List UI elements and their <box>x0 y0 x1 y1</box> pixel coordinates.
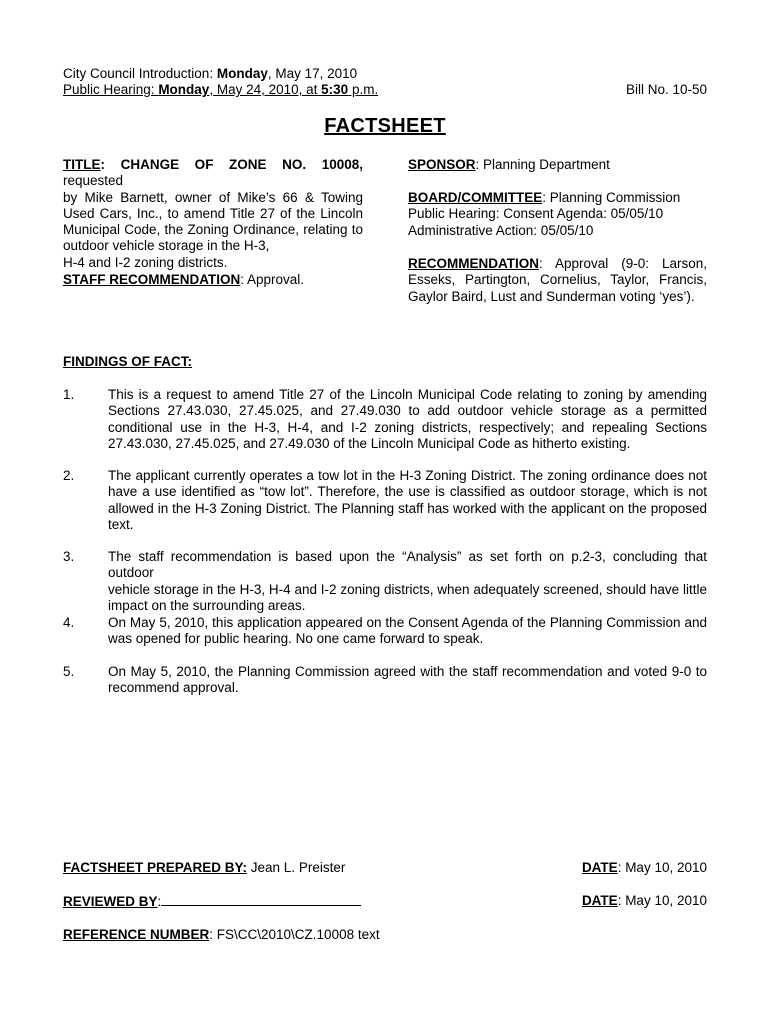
sponsor: SPONSOR: Planning Department <box>408 157 610 172</box>
board-committee: BOARD/COMMITTEE: Planning Commission Public Hearing: Consent Agenda: 05/05/10 Administrative Action: 05/05/10 <box>408 190 681 238</box>
page-title: FACTSHEET <box>324 115 446 137</box>
staff-recommendation: STAFF RECOMMENDATION: Approval. <box>63 272 305 287</box>
title-block: TITLE: CHANGE OF ZONE NO. 10008, requested by Mike Barnett, owner of Mike’s 66 & Towing Used Cars, Inc., to amend Title 27 of the Lincoln Municipal Code, the Zoning Ordinance, relating to outdoor vehicle storage in the H-3, H-4 and I-2 zoning districts. <box>63 157 364 270</box>
prepared-by: FACTSHEET PREPARED BY: Jean L. Preister <box>63 860 346 875</box>
date-prepared: DATE: May 10, 2010 <box>581 860 707 875</box>
council-introduction: City Council Introduction: Monday, May 17, 2010 <box>63 66 358 81</box>
date-reviewed: DATE: May 10, 2010 <box>581 893 707 908</box>
findings-heading: FINDINGS OF FACT: <box>63 354 192 369</box>
bill-number: Bill No. 10-50 <box>625 82 707 97</box>
public-hearing-line: Public Hearing: Monday, May 24, 2010, at 5:30 p.m. <box>63 82 379 97</box>
reviewed-by-blank <box>161 893 361 906</box>
recommendation: RECOMMENDATION: Approval (9-0: Larson, Esseks, Partington, Cornelius, Taylor, Francis, Gaylor Baird, Lust and Sunderman voting ‘yes’). <box>408 256 707 304</box>
reviewed-by: REVIEWED BY: <box>63 893 361 910</box>
reference-number: REFERENCE NUMBER: FS\CC\2010\CZ.10008 text <box>63 927 380 942</box>
